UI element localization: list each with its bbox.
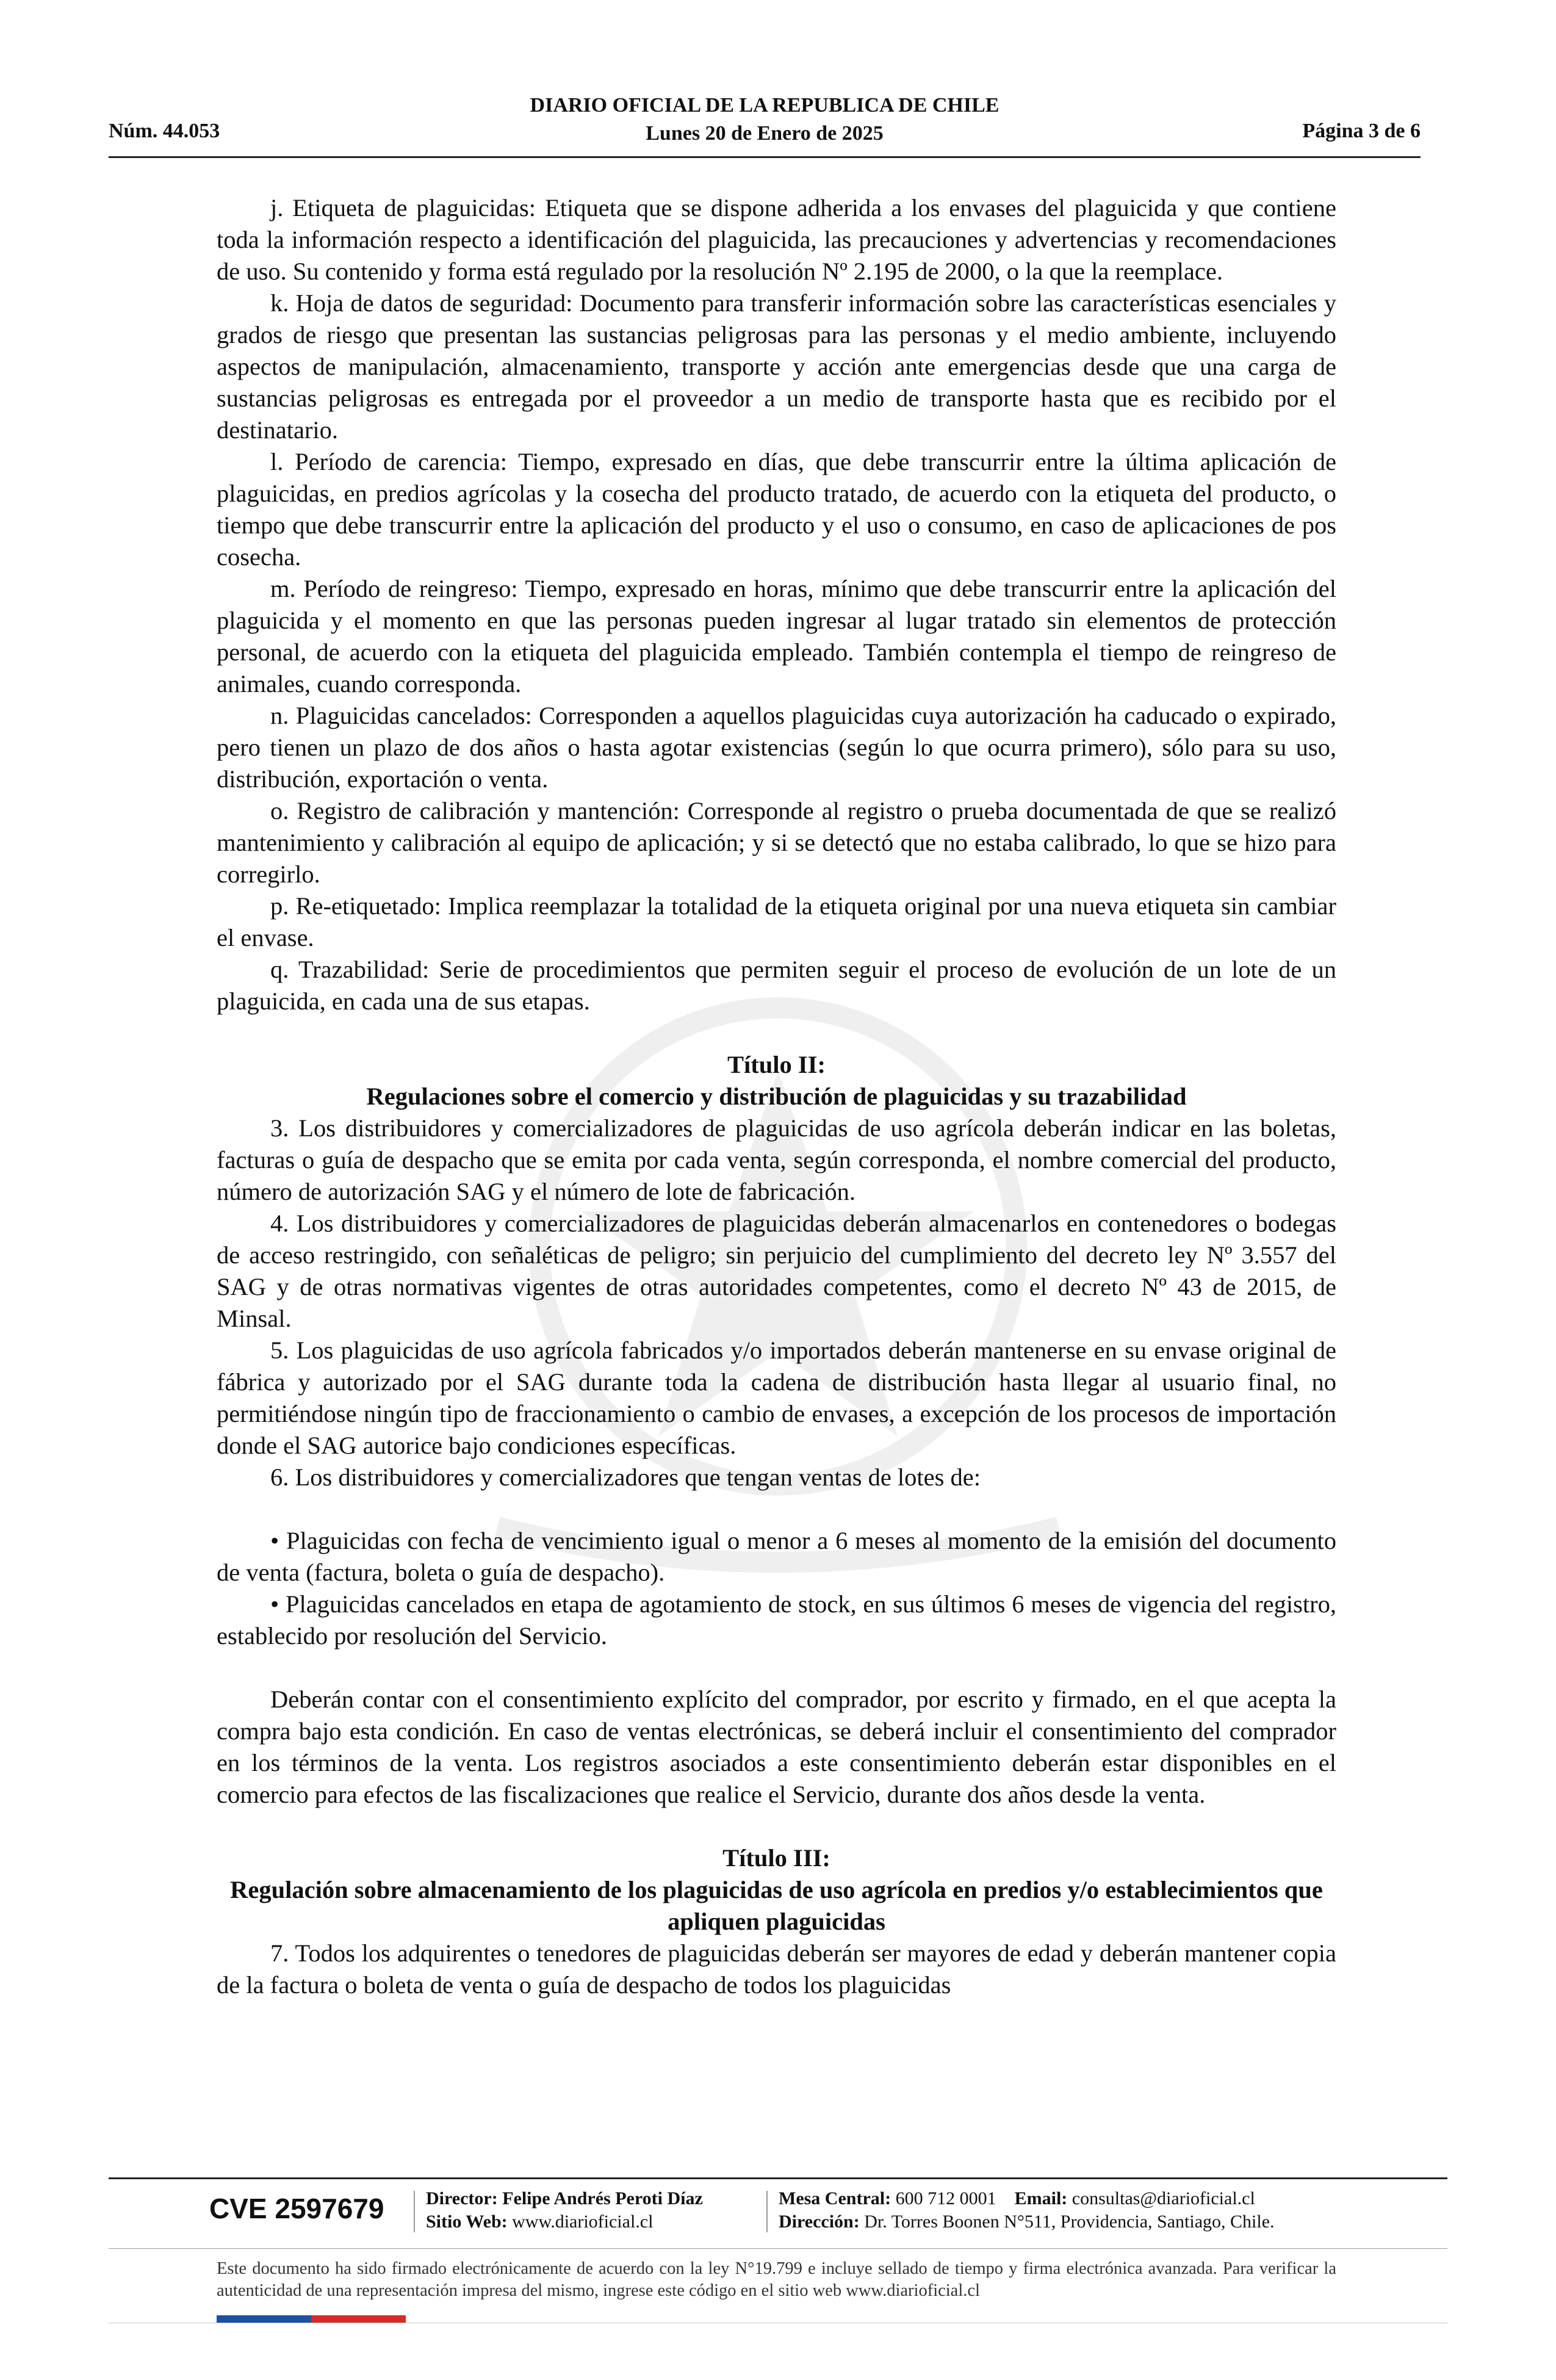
document-body xyxy=(217,192,1336,2001)
address-value: Dr. Torres Boonen N°511, Providencia, Santiago, Chile. xyxy=(864,2212,1275,2232)
title-iii-label: Título III: xyxy=(722,1844,830,1872)
article-5: 5. Los plaguicidas de uso agrícola fabricados y/o importados deberán mantenerse en su envase original de fábrica y autorizado por el SAG durante toda la cadena de distribución hasta llegar al usuario final, no permitiéndose ningún tipo de fraccionamiento o cambio de envases, a excepción de los procesos de importación donde el SAG autorice bajo condiciones específicas. xyxy=(217,1336,1336,1459)
definition-p: p. Re-etiquetado: Implica reemplazar la totalidad de la etiqueta original por una nueva etiqueta sin cambiar el envase. xyxy=(217,892,1336,951)
definition-j: j. Etiqueta de plaguicidas: Etiqueta que se dispone adherida a los envases del plaguicida y que contiene toda la información respecto a identificación del plaguicida, las precauciones y advertencias y recomendaciones de uso. Su contenido y forma está regulado por la resolución Nº 2.195 de 2000, o la que la reemplace. xyxy=(217,194,1336,285)
bullet-item: • Plaguicidas con fecha de vencimiento igual o menor a 6 meses al momento de la emisión del documento de venta (factura, boleta o guía de despacho). xyxy=(217,1527,1336,1586)
title-ii-label: Título II: xyxy=(727,1051,826,1078)
article-6: 6. Los distribuidores y comercializadores que tengan ventas de lotes de: xyxy=(270,1463,981,1491)
footer-separator xyxy=(414,2191,415,2232)
address-label: Dirección: xyxy=(779,2212,860,2232)
title-iii-subtitle: Regulación sobre almacenamiento de los plaguicidas de uso agrícola en predios y/o establecimientos que apliquen plaguicidas xyxy=(230,1876,1323,1935)
director-label: Director: xyxy=(426,2188,498,2209)
flag-blue xyxy=(217,2315,311,2323)
footer-separator xyxy=(766,2191,768,2232)
footer-contact-col xyxy=(779,2187,1275,2234)
header-rule xyxy=(109,156,1421,158)
director-name: Felipe Andrés Peroti Díaz xyxy=(502,2188,703,2209)
definition-k: k. Hoja de datos de seguridad: Documento para transferir información sobre las características esenciales y grados de riesgo que presentan las sustancias peligrosas para las personas y el medio ambiente, incluyendo aspectos de manipulación, almacenamiento, transporte y acción ante emergencias desde que una carga de sustancias peligrosas es entregada por el proveedor a un medio de transporte hasta que es recibido por el destinatario. xyxy=(217,289,1336,444)
article-3: 3. Los distribuidores y comercializadores de plaguicidas de uso agrícola deberán indicar en las boletas, facturas o guía de despacho que se emita por cada venta, según corresponda, el nombre comercial del producto, número de autorización SAG y el número de lote de fabricación. xyxy=(217,1114,1336,1205)
flag-stripe xyxy=(217,2315,406,2323)
email-label: Email: xyxy=(1014,2188,1068,2209)
title-ii-subtitle: Regulaciones sobre el comercio y distribución de plaguicidas y su trazabilidad xyxy=(366,1083,1187,1110)
consent-paragraph: Deberán contar con el consentimiento explícito del comprador, por escrito y firmado, en el que acepta la compra bajo esta condición. En caso de ventas electrónicas, se deberá incluir el consentimiento del comprador en los términos de la venta. Los registros asociados a este consentimiento deberán estar disponibles en el comercio para efectos de las fiscalizaciones que realice el Servicio, durante dos años desde la venta. xyxy=(217,1686,1336,1808)
page-header xyxy=(109,92,1421,153)
bullet-item: • Plaguicidas cancelados en etapa de agotamiento de stock, en sus últimos 6 meses de vigencia del registro, establecido por resolución del Servicio. xyxy=(217,1590,1336,1650)
article-7: 7. Todos los adquirentes o tenedores de plaguicidas deberán ser mayores de edad y deberán mantener copia de la factura o boleta de venta o guía de despacho de todos los plaguicidas xyxy=(217,1939,1336,1999)
page-number: Página 3 de 6 xyxy=(1302,120,1421,142)
phone-value: 600 712 0001 xyxy=(895,2188,996,2209)
definition-o: o. Registro de calibración y mantención: Corresponde al registro o prueba documentada de que se realizó mantenimiento y calibración al equipo de aplicación; y si se detectó que no estaba calibrado, lo que se hizo para corregirlo. xyxy=(217,797,1336,888)
issue-date: Lunes 20 de Enero de 2025 xyxy=(646,122,884,145)
site-link[interactable]: www.diarioficial.cl xyxy=(512,2212,654,2232)
issue-number: Núm. 44.053 xyxy=(109,120,220,142)
cve-code: CVE 2597679 xyxy=(209,2193,384,2224)
email-link[interactable]: consultas@diarioficial.cl xyxy=(1072,2188,1255,2209)
definition-n: n. Plaguicidas cancelados: Corresponden a aquellos plaguicidas cuya autorización ha caducado o expirado, pero tienen un plazo de dos años o hasta agotar existencias (según lo que ocurra primero), sólo para su uso, distribución, exportación o venta. xyxy=(217,702,1336,793)
newspaper-title: DIARIO OFICIAL DE LA REPUBLICA DE CHILE xyxy=(530,94,1000,117)
definition-q: q. Trazabilidad: Serie de procedimientos que permiten seguir el proceso de evolución de un lote de un plaguicida, en cada una de sus etapas. xyxy=(217,956,1336,1015)
site-label: Sitio Web: xyxy=(426,2212,508,2232)
page-footer xyxy=(109,2185,1447,2252)
footer-director-col xyxy=(426,2187,703,2234)
article-4: 4. Los distribuidores y comercializadores de plaguicidas deberán almacenarlos en contenedores o bodegas de acceso restringido, con señaléticas de peligro; sin perjuicio del cumplimiento del decreto ley Nº 3.557 del SAG y de otras normativas vigentes de otras autoridades competentes, como el decreto Nº 43 de 2015, de Minsal. xyxy=(217,1210,1336,1332)
footer-rule xyxy=(109,2248,1447,2249)
legal-notice: Este documento ha sido firmado electrónicamente de acuerdo con la ley N°19.799 e incluye sellado de tiempo y firma electrónica avanzada. Para verificar la autenticidad de una representación impresa del mismo, ingrese este código en el sitio web www.diarioficial.cl xyxy=(217,2259,1336,2300)
definition-l: l. Período de carencia: Tiempo, expresado en días, que debe transcurrir entre la última aplicación de plaguicidas, en predios agrícolas y la cosecha del producto tratado, de acuerdo con la etiqueta del producto, o tiempo que debe transcurrir entre la aplicación del producto y el uso o consumo, en caso de aplicaciones de pos cosecha. xyxy=(217,448,1336,571)
footer-rule xyxy=(109,2177,1447,2179)
flag-red xyxy=(311,2315,406,2323)
definition-m: m. Período de reingreso: Tiempo, expresado en horas, mínimo que debe transcurrir entre la aplicación del plaguicida y el momento en que las personas pueden ingresar al lugar tratado sin elementos de protección personal, de acuerdo con la etiqueta del plaguicida empleado. También contempla el tiempo de reingreso de animales, cuando corresponda. xyxy=(217,575,1336,698)
phone-label: Mesa Central: xyxy=(779,2188,891,2209)
